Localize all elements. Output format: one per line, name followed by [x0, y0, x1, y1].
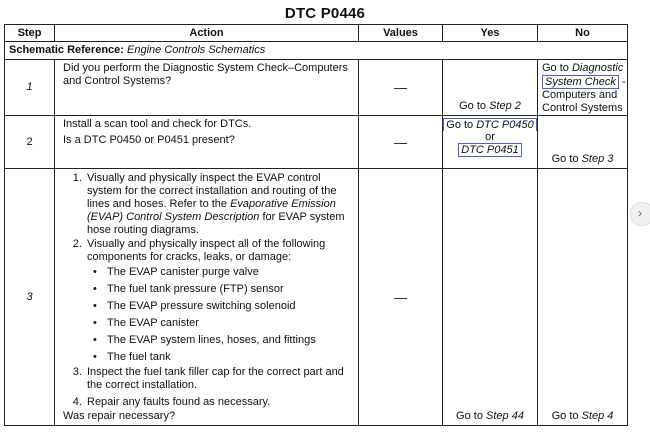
table-row [5, 60, 628, 116]
schematic-label: Schematic Reference: [9, 44, 124, 56]
question: Was repair necessary? [63, 410, 176, 422]
header-row [5, 25, 628, 42]
values-cell: — [359, 169, 443, 426]
values-cell: — [359, 60, 443, 116]
step-number: 2 [5, 116, 55, 169]
action-cell: Install a scan tool and check for DTCs. Is a DTC P0450 or P0451 present? [55, 116, 359, 169]
list-item: 4. Repair any faults found as necessary. [85, 396, 352, 409]
no-goto: Go to Step 3 [551, 153, 614, 165]
step-number: 1 [5, 60, 55, 116]
header-yes: Yes [443, 25, 538, 42]
table-row [5, 169, 628, 426]
action-list [63, 172, 352, 409]
action-cell [55, 169, 359, 426]
yes-cell [443, 60, 538, 116]
list-item: 3. Inspect the fuel tank filler cap for the correct part and the correct installation. [85, 366, 352, 392]
diagnostic-link[interactable]: Diagnostic [571, 62, 624, 74]
no-cell [538, 169, 628, 426]
step-2-link[interactable]: Step 2 [489, 100, 521, 112]
component-list [87, 266, 352, 364]
yes-cell: Go to DTC P0450 or DTC P0451 [443, 116, 538, 169]
no-cell [538, 116, 628, 169]
schematic-reference [5, 42, 628, 60]
table-row [5, 116, 628, 169]
no-goto: Go to Step 4 [551, 410, 614, 422]
yes-goto: Go to Step 2 [459, 100, 521, 112]
page-title: DTC P0446 [284, 5, 366, 22]
system-check-link[interactable]: System Check [542, 75, 619, 89]
evap-description-link[interactable]: Evaporative Emission (EVAP) Control System Description [87, 198, 336, 223]
diagnostic-table [4, 24, 628, 426]
header-no: No [538, 25, 628, 42]
list-item: • The fuel tank [105, 351, 352, 364]
header-step: Step [5, 25, 55, 42]
dtc-p0450-link[interactable]: Go to DTC P0450 [443, 118, 536, 131]
step-4-link[interactable]: Step 4 [581, 410, 614, 422]
yes-cell [443, 169, 538, 426]
schematic-ref: Engine Controls Schematics [127, 44, 266, 56]
values-cell: — [359, 116, 443, 169]
no-cell: Go to Diagnostic System Check - Computers and Control Systems [538, 60, 628, 116]
step-44-link[interactable]: Step 44 [486, 410, 524, 422]
list-item: • The EVAP canister [105, 317, 352, 330]
list-item: • The EVAP pressure switching solenoid [105, 300, 352, 313]
list-item: • The EVAP canister purge valve [105, 266, 352, 279]
action-cell: Did you perform the Diagnostic System Check–Computers and Control Systems? [55, 60, 359, 116]
header-action: Action [55, 25, 359, 42]
list-item: 1. Visually and physically inspect the EVAP control system for the correct installation and routing of the lines and hoses. Refer to the Evaporative Emission (EVAP) Control System Description for EVAP system hose routing diagrams. [85, 172, 352, 237]
list-item: 2. Visually and physically inspect all of the following components for cracks, leaks, or damage: • The EVAP canister purge valve • The fuel tank pressure (FTP) sensor • The EVAP pressure switching solenoid • The EVAP canister • The EVAP system lines, hoses, and fittings • The fuel tank [85, 238, 352, 364]
step-number: 3 [5, 169, 55, 426]
dtc-p0451-link[interactable]: DTC P0451 [458, 143, 521, 157]
chevron-right-icon[interactable]: › [630, 202, 650, 226]
list-item: • The EVAP system lines, hoses, and fittings [105, 334, 352, 347]
step-3-link[interactable]: Step 3 [581, 153, 614, 165]
schematic-row [5, 42, 628, 60]
yes-goto: Go to Step 44 [456, 410, 524, 422]
header-values: Values [359, 25, 443, 42]
list-item: • The fuel tank pressure (FTP) sensor [105, 283, 352, 296]
